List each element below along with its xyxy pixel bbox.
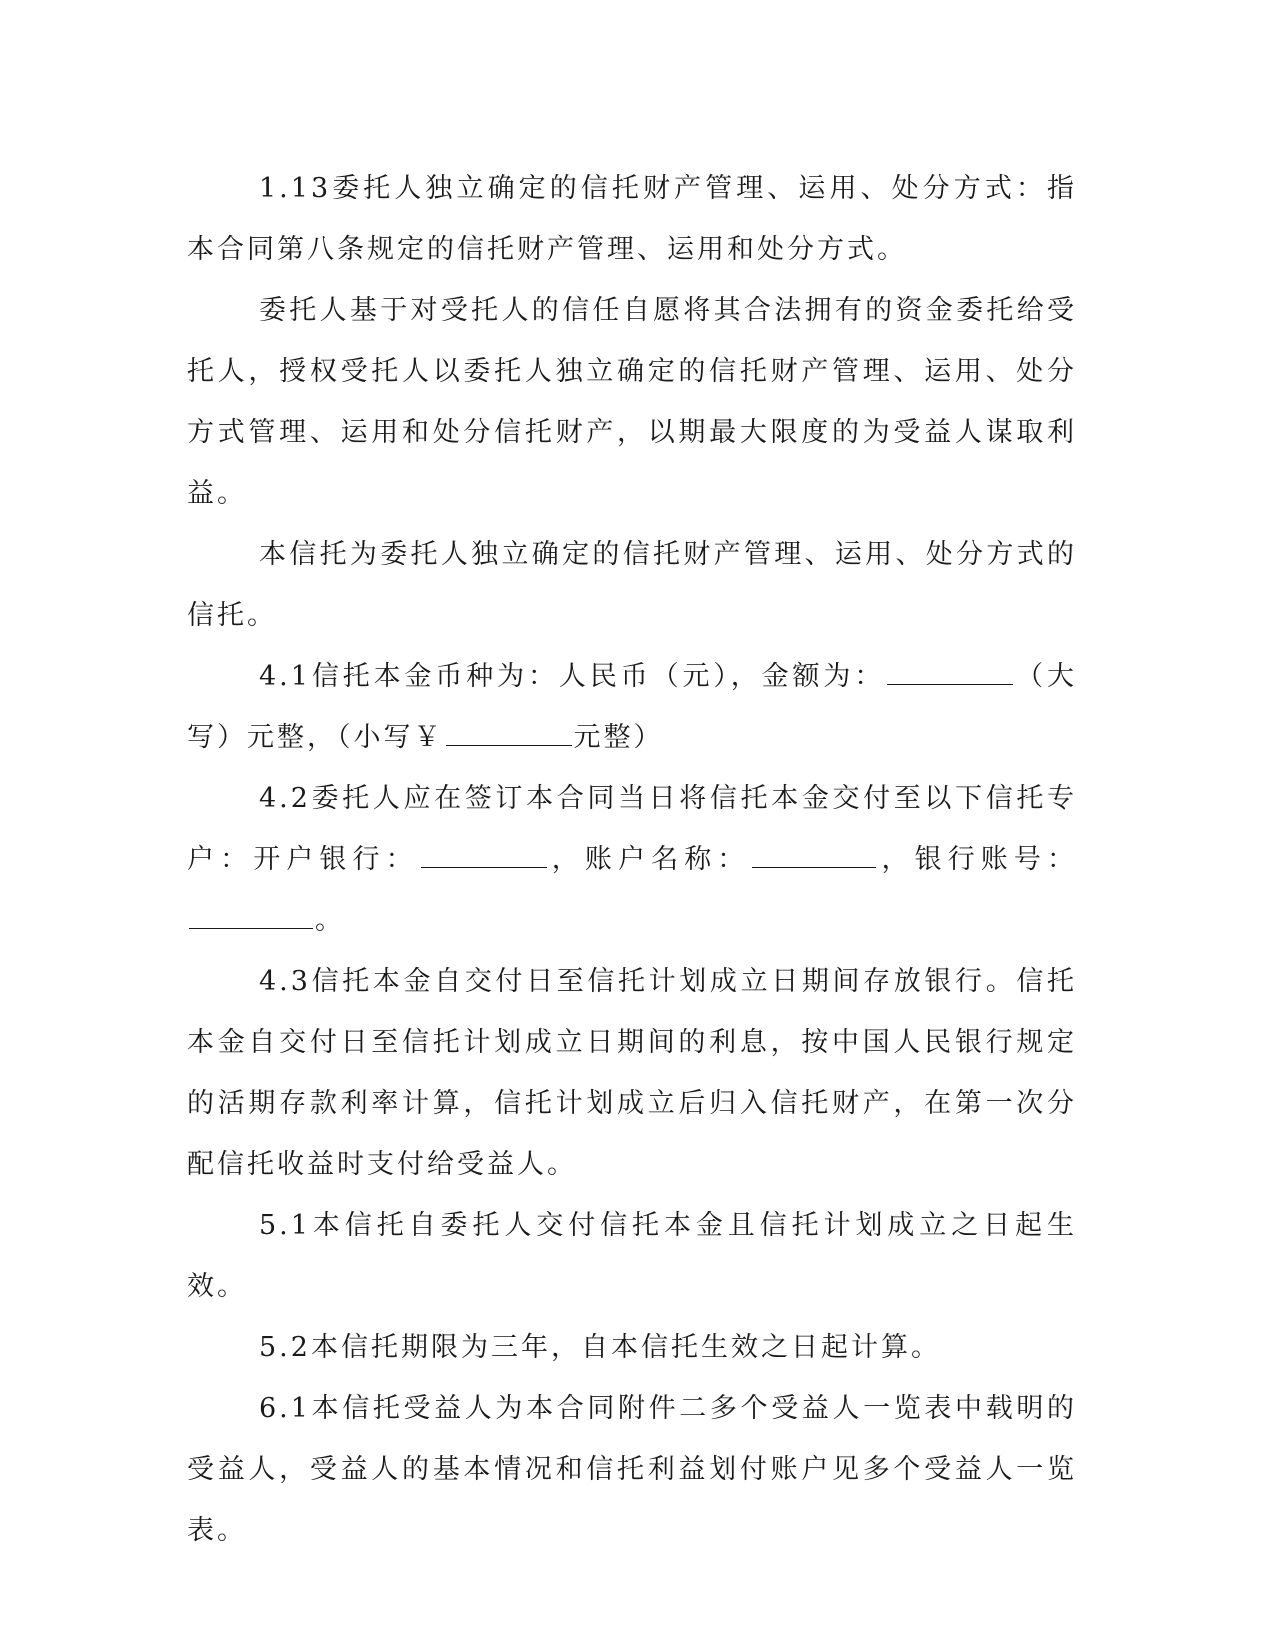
clause-4-1-text-a: 4.1信托本金币种为：人民币（元），金额为： <box>259 661 886 692</box>
clause-4-2-text-a: 4.2委托人应在签订本合同当日将信托本金交付至以下信托专户：开户银行： <box>187 783 1077 875</box>
paragraph-1-13: 1.13委托人独立确定的信托财产管理、运用、处分方式：指本合同第八条规定的信托财产管理、运用和处分方式。 <box>187 173 1077 265</box>
clause-5-1: 5.1本信托自委托人交付信托本金且信托计划成立之日起生效。 <box>187 1210 1077 1302</box>
clause-4-1 <box>187 646 1077 768</box>
document-body <box>187 158 1077 1561</box>
clause-4-2-text-d: 。 <box>315 905 345 936</box>
account-number-blank <box>189 894 313 929</box>
clause-4-2 <box>187 768 1077 951</box>
amount-blank <box>887 650 1013 685</box>
clause-4-1-text-b: （大写）元整，（小写￥ <box>187 661 1077 753</box>
account-name-blank <box>752 833 876 868</box>
bank-name-blank <box>421 833 547 868</box>
paragraph-trust-type: 本信托为委托人独立确定的信托财产管理、运用、处分方式的信托。 <box>187 539 1077 631</box>
clause-5-2: 5.2本信托期限为三年，自本信托生效之日起计算。 <box>259 1332 941 1363</box>
clause-4-2-text-c: ，银行账号： <box>878 844 1078 875</box>
paragraph-entrustment: 委托人基于对受托人的信任自愿将其合法拥有的资金委托给受托人，授权受托人以委托人独立确定的信托财产管理、运用、处分方式管理、运用和处分信托财产，以期最大限度的为受益人谋取利益。 <box>187 295 1077 509</box>
clause-6-1: 6.1本信托受益人为本合同附件二多个受益人一览表中载明的受益人，受益人的基本情况和信托利益划付账户见多个受益人一览表。 <box>187 1393 1077 1546</box>
amount-lowercase-blank <box>446 711 572 746</box>
clause-4-3: 4.3信托本金自交付日至信托计划成立日期间存放银行。信托本金自交付日至信托计划成立日期间的利息，按中国人民银行规定的活期存款利率计算，信托计划成立后归入信托财产，在第一次分配信托收益时支付给受益人。 <box>187 966 1077 1180</box>
clause-4-2-text-b: ，账户名称： <box>548 844 751 875</box>
clause-4-1-text-c: 元整） <box>573 722 664 753</box>
